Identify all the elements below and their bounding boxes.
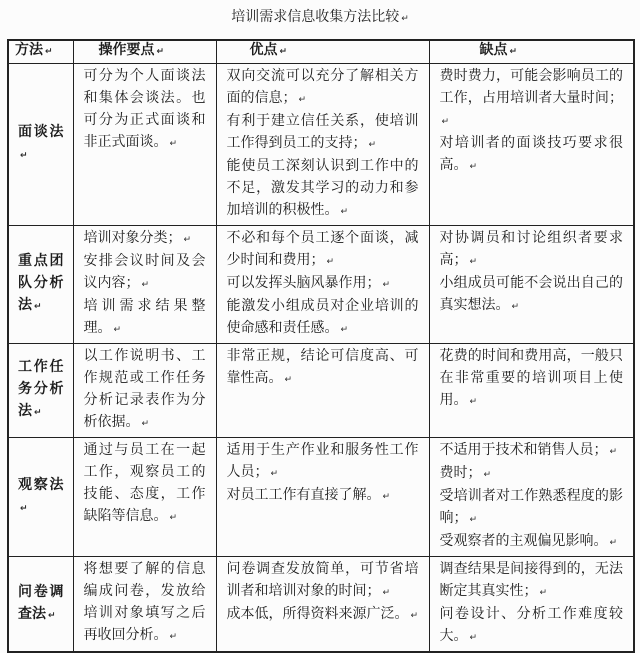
paragraph-text: 适用于生产作业和服务性工作人员； <box>226 443 419 480</box>
paragraph-text: 培训需求结果整理。 <box>83 299 206 336</box>
cell-paragraph <box>227 559 419 604</box>
cell-paragraph <box>18 582 64 627</box>
paragraph-text: 通过与员工在一起工作，观察员工的技能、态度，工作缺陷等信息。 <box>83 443 206 524</box>
cell-paragraph <box>440 463 624 486</box>
paragraph-mark-icon: ↵ <box>20 503 28 514</box>
paragraph-text: 工作任务分析法 <box>18 360 64 419</box>
paragraph-mark-icon: ↵ <box>340 325 349 335</box>
paragraph-mark-icon: ↵ <box>169 139 178 149</box>
cell-paragraph <box>440 228 624 273</box>
paragraph-mark-icon: ↵ <box>382 588 391 598</box>
paragraph-text: 重点团队分析法 <box>18 254 64 313</box>
paragraph-text: 成本低，所得资料来源广泛。 <box>226 607 409 622</box>
disadvantages-cell <box>429 557 634 653</box>
operation-points-cell <box>73 344 216 438</box>
cell-paragraph <box>440 273 624 318</box>
paragraph-mark-icon: ↵ <box>509 47 518 57</box>
paragraph-mark-icon: ↵ <box>609 447 618 457</box>
cell-paragraph <box>227 273 419 296</box>
cell-paragraph <box>440 531 624 554</box>
paragraph-mark-icon: ↵ <box>401 14 409 24</box>
header-label: 方法 <box>15 43 43 58</box>
page-title <box>0 9 640 28</box>
paragraph-mark-icon: ↵ <box>34 408 42 418</box>
disadvantages-cell <box>429 226 634 344</box>
paragraph-mark-icon: ↵ <box>48 610 56 621</box>
paragraph-text: 受培训者对工作熟悉程度的影响； <box>439 489 623 526</box>
paragraph-mark-icon: ↵ <box>298 95 307 105</box>
paragraph-mark-icon: ↵ <box>169 632 178 642</box>
paragraph-text: 可分为个人面谈法和集体会谈法。也可分为正式面谈和非正式面谈。 <box>83 69 206 150</box>
paragraph-text: 安排会议时间及会议内容； <box>83 254 206 291</box>
paragraph-mark-icon: ↵ <box>483 470 492 480</box>
cell-paragraph <box>227 296 419 341</box>
paragraph-mark-icon: ↵ <box>609 538 618 548</box>
paragraph-mark-icon: ↵ <box>469 162 478 172</box>
header-disadvantages <box>429 40 634 64</box>
cell-paragraph <box>18 251 64 318</box>
header-row <box>8 40 634 64</box>
paragraph-text: 不必和每个员工逐个面谈，减少时间和费用； <box>226 231 419 268</box>
table-body <box>8 64 634 653</box>
paragraph-mark-icon: ↵ <box>141 280 150 290</box>
paragraph-mark-icon: ↵ <box>382 492 391 502</box>
paragraph-text: 对协调员和讨论组织者要求高； <box>439 231 623 268</box>
table-row <box>8 557 634 653</box>
operation-points-cell <box>73 438 216 557</box>
method-name-cell <box>8 438 73 557</box>
cell-paragraph <box>18 122 64 167</box>
paragraph-mark-icon: ↵ <box>113 325 122 335</box>
cell-paragraph <box>440 486 624 531</box>
paragraph-text: 能使员工深刻认识到工作中的不足，激发其学习的动力和参加培训的积极性。 <box>226 159 419 218</box>
paragraph-text: 观察法 <box>18 477 64 493</box>
cell-paragraph <box>227 346 419 391</box>
cell-paragraph <box>227 604 419 627</box>
paragraph-mark-icon: ↵ <box>20 151 28 161</box>
paragraph-mark-icon: ↵ <box>469 257 478 267</box>
comparison-table <box>7 39 635 653</box>
paragraph-mark-icon: ↵ <box>270 469 279 479</box>
paragraph-mark-icon: ↵ <box>45 47 53 57</box>
paragraph-text: 培训对象分类； <box>83 231 182 246</box>
paragraph-mark-icon: ↵ <box>156 47 165 57</box>
paragraph-text: 费时费力，可能会影响员工的工作，占用培训者大量时间； <box>439 69 623 106</box>
paragraph-mark-icon: ↵ <box>382 280 391 290</box>
cell-paragraph <box>227 156 419 223</box>
paragraph-text: 不适用于技术和销售人员； <box>439 443 608 458</box>
paragraph-mark-icon: ↵ <box>141 419 150 429</box>
paragraph-text: 受观察者的主观偏见影响。 <box>439 534 608 549</box>
paragraph-text: 花费的时间和费用高，一般只在非常重要的培训项目上使用。 <box>439 349 623 408</box>
disadvantages-cell <box>429 344 634 438</box>
cell-paragraph <box>440 133 624 178</box>
paragraph-text: 问卷调查发放简单，可节省培训者和培训对象的时间； <box>226 562 419 599</box>
paragraph-mark-icon: ↵ <box>284 375 293 385</box>
paragraph-text: 问卷调查法 <box>18 584 64 622</box>
cell-paragraph <box>18 357 64 424</box>
advantages-cell <box>216 557 429 653</box>
cell-paragraph <box>84 440 206 529</box>
header-method <box>8 40 73 64</box>
paragraph-mark-icon: ↵ <box>34 302 42 312</box>
disadvantages-cell <box>429 64 634 226</box>
header-advantages <box>216 40 429 64</box>
paragraph-mark-icon: ↵ <box>511 302 520 312</box>
paragraph-mark-icon: ↵ <box>469 633 478 643</box>
paragraph-text: 能激发小组成员对企业培训的使命感和责任感。 <box>226 299 419 336</box>
table-row <box>8 438 634 557</box>
cell-paragraph <box>227 111 419 156</box>
method-name-cell <box>8 344 73 438</box>
cell-paragraph <box>440 66 624 133</box>
operation-points-cell <box>73 557 216 653</box>
paragraph-mark-icon: ↵ <box>410 611 419 621</box>
paragraph-text: 对员工工作有直接了解。 <box>226 488 381 503</box>
paragraph-text: 双向交流可以充分了解相关方面的信息； <box>226 69 419 106</box>
advantages-cell <box>216 438 429 557</box>
advantages-cell <box>216 64 429 226</box>
method-name-cell <box>8 557 73 653</box>
paragraph-text: 对培训者的面谈技巧要求很高。 <box>439 136 623 173</box>
cell-paragraph <box>84 66 206 155</box>
advantages-cell <box>216 226 429 344</box>
method-name-cell <box>8 64 73 226</box>
cell-paragraph <box>84 296 206 341</box>
method-name-cell <box>8 226 73 344</box>
paragraph-text: 问卷设计、分析工作难度较大。 <box>439 607 623 644</box>
paragraph-mark-icon: ↵ <box>183 235 192 245</box>
cell-paragraph <box>227 440 419 485</box>
page-title-text: 培训需求信息收集方法比较 <box>231 10 400 25</box>
paragraph-text: 面谈法 <box>18 125 64 140</box>
header-operation-points <box>73 40 216 64</box>
paragraph-mark-icon: ↵ <box>441 117 450 127</box>
paragraph-text: 将想要了解的信息编成问卷，发放给培训对象填写之后再收回分析。 <box>83 562 206 643</box>
paragraph-mark-icon: ↵ <box>469 397 478 407</box>
disadvantages-cell <box>429 438 634 557</box>
cell-paragraph <box>440 346 624 413</box>
paragraph-text: 费时； <box>439 466 482 481</box>
paragraph-text: 非常正规，结论可信度高、可靠性高。 <box>226 349 419 386</box>
advantages-cell <box>216 344 429 438</box>
cell-paragraph <box>440 559 624 604</box>
cell-paragraph <box>18 475 64 520</box>
cell-paragraph <box>84 251 206 296</box>
paragraph-mark-icon: ↵ <box>279 47 288 57</box>
cell-paragraph <box>440 440 624 463</box>
paragraph-mark-icon: ↵ <box>368 140 377 150</box>
cell-paragraph <box>84 228 206 251</box>
paragraph-mark-icon: ↵ <box>469 515 478 525</box>
cell-paragraph <box>84 346 206 435</box>
paragraph-text: 小组成员可能不会说出自己的真实想法。 <box>439 276 623 313</box>
cell-paragraph <box>227 228 419 273</box>
paragraph-mark-icon: ↵ <box>340 207 349 217</box>
cell-paragraph <box>227 66 419 111</box>
cell-paragraph <box>440 604 624 649</box>
operation-points-cell <box>73 226 216 344</box>
table-row <box>8 226 634 344</box>
cell-paragraph <box>227 485 419 508</box>
header-label: 操作要点 <box>98 43 155 58</box>
paragraph-mark-icon: ↵ <box>169 513 178 523</box>
paragraph-text: 调查结果是间接得到的，无法断定其真实性； <box>439 562 623 599</box>
paragraph-text: 可以发挥头脑风暴作用； <box>226 276 381 291</box>
paragraph-mark-icon: ↵ <box>326 257 335 267</box>
paragraph-text: 以工作说明书、工作规范或工作任务分析记录表作为分析依据。 <box>83 349 206 430</box>
table-row <box>8 344 634 438</box>
table-row <box>8 64 634 226</box>
header-label: 缺点 <box>479 43 508 58</box>
paragraph-mark-icon: ↵ <box>539 588 548 598</box>
operation-points-cell <box>73 64 216 226</box>
paragraph-text: 有利于建立信任关系，使培训工作得到员工的支持； <box>226 114 419 151</box>
cell-paragraph <box>84 559 206 648</box>
header-label: 优点 <box>249 43 278 58</box>
